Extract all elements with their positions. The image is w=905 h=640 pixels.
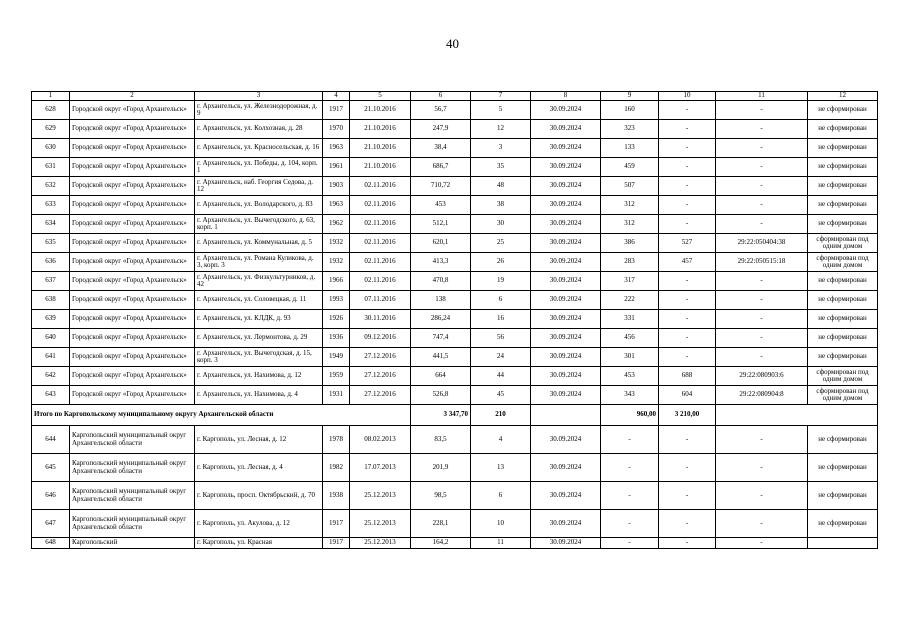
value-10-cell: 527 xyxy=(659,234,716,253)
area-cell: 686,7 xyxy=(411,158,471,177)
column-number-4: 4 xyxy=(323,92,350,101)
cadastral-number-cell: - xyxy=(716,120,808,139)
year-built-cell: 1917 xyxy=(323,538,350,549)
residents-cell: 45 xyxy=(471,386,531,405)
land-status-cell: не сформирован xyxy=(808,348,878,367)
column-number-1: 1 xyxy=(32,92,70,101)
column-number-11: 11 xyxy=(716,92,808,101)
row-number-cell: 631 xyxy=(32,158,70,177)
column-number-2: 2 xyxy=(70,92,195,101)
land-status-cell: сформирован под одним домом xyxy=(808,367,878,386)
cadastral-number-cell: - xyxy=(716,538,808,549)
cadastral-number-cell: - xyxy=(716,329,808,348)
value-10-cell: 457 xyxy=(659,253,716,272)
resettlement-deadline-cell: 30.09.2024 xyxy=(531,538,601,549)
cadastral-number-cell: 29:22:080903:6 xyxy=(716,367,808,386)
land-status-cell: не сформирован xyxy=(808,426,878,454)
emergency-date-cell: 02.11.2016 xyxy=(350,234,411,253)
table-row xyxy=(32,158,878,177)
residents-cell: 44 xyxy=(471,367,531,386)
table-row xyxy=(32,510,878,538)
residents-cell: 30 xyxy=(471,215,531,234)
resettlement-deadline-cell: 30.09.2024 xyxy=(531,253,601,272)
municipality-cell: Городской округ «Город Архангельск» xyxy=(70,215,195,234)
land-status-cell: не сформирован xyxy=(808,120,878,139)
table-row xyxy=(32,253,878,272)
value-9-cell: 453 xyxy=(601,367,659,386)
value-10-cell: - xyxy=(659,177,716,196)
municipality-cell: Городской округ «Город Архангельск» xyxy=(70,234,195,253)
cadastral-number-cell: - xyxy=(716,215,808,234)
municipality-cell: Городской округ «Город Архангельск» xyxy=(70,329,195,348)
year-built-cell: 1917 xyxy=(323,101,350,120)
year-built-cell: 1936 xyxy=(323,329,350,348)
value-10-cell: - xyxy=(659,120,716,139)
municipality-cell: Каргопольский муниципальный округ Архангельской области xyxy=(70,510,195,538)
value-9-cell: 222 xyxy=(601,291,659,310)
column-number-row xyxy=(32,92,878,101)
value-9-cell: 317 xyxy=(601,272,659,291)
table-row xyxy=(32,101,878,120)
address-cell: г. Каргополь, ул. Лесная, д. 12 xyxy=(195,426,323,454)
resettlement-deadline-cell: 30.09.2024 xyxy=(531,329,601,348)
emergency-date-cell: 07.11.2016 xyxy=(350,291,411,310)
address-cell: г. Каргополь, ул. Лесная, д. 4 xyxy=(195,454,323,482)
area-cell: 747,4 xyxy=(411,329,471,348)
resettlement-deadline-cell: 30.09.2024 xyxy=(531,101,601,120)
table-row xyxy=(32,272,878,291)
cadastral-number-cell: 29:22:050515:18 xyxy=(716,253,808,272)
land-status-cell: не сформирован xyxy=(808,196,878,215)
municipality-cell: Каргопольский xyxy=(70,538,195,549)
cadastral-number-cell: - xyxy=(716,348,808,367)
residents-cell: 25 xyxy=(471,234,531,253)
year-built-cell: 1931 xyxy=(323,386,350,405)
emergency-date-cell: 02.11.2016 xyxy=(350,253,411,272)
table-row xyxy=(32,454,878,482)
value-10-cell: - xyxy=(659,101,716,120)
row-number-cell: 636 xyxy=(32,253,70,272)
address-cell: г. Каргополь, ул. Красная xyxy=(195,538,323,549)
table-row xyxy=(32,177,878,196)
emergency-date-cell: 02.11.2016 xyxy=(350,177,411,196)
emergency-date-cell: 27.12.2016 xyxy=(350,386,411,405)
table-row xyxy=(32,291,878,310)
cadastral-number-cell: - xyxy=(716,454,808,482)
total-value-10-cell: 3 210,00 xyxy=(659,405,716,426)
total-value-9-cell: 960,00 xyxy=(601,405,659,426)
residents-cell: 48 xyxy=(471,177,531,196)
column-number-12: 12 xyxy=(808,92,878,101)
table-row xyxy=(32,139,878,158)
table-row xyxy=(32,329,878,348)
value-10-cell: - xyxy=(659,348,716,367)
land-status-cell: не сформирован xyxy=(808,291,878,310)
value-9-cell: 507 xyxy=(601,177,659,196)
year-built-cell: 1978 xyxy=(323,426,350,454)
total-empty-cell xyxy=(531,405,601,426)
address-cell: г. Архангельск, ул. Лермонтова, д. 29 xyxy=(195,329,323,348)
residents-cell: 38 xyxy=(471,196,531,215)
value-9-cell: 456 xyxy=(601,329,659,348)
emergency-date-cell: 27.12.2016 xyxy=(350,348,411,367)
value-10-cell: - xyxy=(659,215,716,234)
municipality-cell: Городской округ «Город Архангельск» xyxy=(70,367,195,386)
value-10-cell: - xyxy=(659,196,716,215)
land-status-cell xyxy=(808,538,878,549)
residents-cell: 11 xyxy=(471,538,531,549)
total-row xyxy=(32,405,878,426)
value-10-cell: - xyxy=(659,426,716,454)
value-9-cell: 386 xyxy=(601,234,659,253)
total-area-cell: 3 347,70 xyxy=(411,405,471,426)
row-number-cell: 630 xyxy=(32,139,70,158)
row-number-cell: 648 xyxy=(32,538,70,549)
year-built-cell: 1926 xyxy=(323,310,350,329)
row-number-cell: 638 xyxy=(32,291,70,310)
municipality-cell: Городской округ «Город Архангельск» xyxy=(70,291,195,310)
year-built-cell: 1966 xyxy=(323,272,350,291)
value-10-cell: - xyxy=(659,538,716,549)
residents-cell: 24 xyxy=(471,348,531,367)
area-cell: 228,1 xyxy=(411,510,471,538)
land-status-cell: не сформирован xyxy=(808,158,878,177)
value-9-cell: 301 xyxy=(601,348,659,367)
row-number-cell: 633 xyxy=(32,196,70,215)
value-9-cell: - xyxy=(601,454,659,482)
residents-cell: 12 xyxy=(471,120,531,139)
resettlement-deadline-cell: 30.09.2024 xyxy=(531,196,601,215)
resettlement-deadline-cell: 30.09.2024 xyxy=(531,348,601,367)
year-built-cell: 1961 xyxy=(323,158,350,177)
municipality-cell: Городской округ «Город Архангельск» xyxy=(70,253,195,272)
area-cell: 512,1 xyxy=(411,215,471,234)
table-row xyxy=(32,348,878,367)
row-number-cell: 647 xyxy=(32,510,70,538)
residents-cell: 13 xyxy=(471,454,531,482)
area-cell: 201,9 xyxy=(411,454,471,482)
table-row xyxy=(32,234,878,253)
year-built-cell: 1903 xyxy=(323,177,350,196)
land-status-cell: сформирован под одним домом xyxy=(808,386,878,405)
row-number-cell: 629 xyxy=(32,120,70,139)
total-residents-cell: 210 xyxy=(471,405,531,426)
row-number-cell: 634 xyxy=(32,215,70,234)
residents-cell: 6 xyxy=(471,482,531,510)
column-number-10: 10 xyxy=(659,92,716,101)
row-number-cell: 646 xyxy=(32,482,70,510)
municipality-cell: Городской округ «Город Архангельск» xyxy=(70,158,195,177)
value-9-cell: 459 xyxy=(601,158,659,177)
value-9-cell: 283 xyxy=(601,253,659,272)
cadastral-number-cell: - xyxy=(716,177,808,196)
address-cell: г. Архангельск, ул. Вычегодского, д. 63, корп. 1 xyxy=(195,215,323,234)
table-row xyxy=(32,367,878,386)
cadastral-number-cell: - xyxy=(716,196,808,215)
emergency-date-cell: 21.10.2016 xyxy=(350,120,411,139)
value-10-cell: - xyxy=(659,482,716,510)
residents-cell: 6 xyxy=(471,291,531,310)
value-10-cell: - xyxy=(659,272,716,291)
land-status-cell: не сформирован xyxy=(808,329,878,348)
year-built-cell: 1949 xyxy=(323,348,350,367)
area-cell: 710,72 xyxy=(411,177,471,196)
resettlement-deadline-cell: 30.09.2024 xyxy=(531,482,601,510)
cadastral-number-cell: - xyxy=(716,426,808,454)
table-row xyxy=(32,196,878,215)
resettlement-deadline-cell: 30.09.2024 xyxy=(531,177,601,196)
emergency-date-cell: 02.11.2016 xyxy=(350,196,411,215)
resettlement-deadline-cell: 30.09.2024 xyxy=(531,272,601,291)
area-cell: 56,7 xyxy=(411,101,471,120)
year-built-cell: 1932 xyxy=(323,234,350,253)
value-9-cell: - xyxy=(601,482,659,510)
resettlement-deadline-cell: 30.09.2024 xyxy=(531,310,601,329)
area-cell: 453 xyxy=(411,196,471,215)
municipality-cell: Каргопольский муниципальный округ Архангельской области xyxy=(70,426,195,454)
area-cell: 98,5 xyxy=(411,482,471,510)
emergency-date-cell: 17.07.2013 xyxy=(350,454,411,482)
year-built-cell: 1932 xyxy=(323,253,350,272)
land-status-cell: не сформирован xyxy=(808,139,878,158)
resettlement-deadline-cell: 30.09.2024 xyxy=(531,291,601,310)
address-cell: г. Архангельск, ул. Соловецкая, д. 11 xyxy=(195,291,323,310)
area-cell: 83,5 xyxy=(411,426,471,454)
area-cell: 413,3 xyxy=(411,253,471,272)
value-9-cell: 323 xyxy=(601,120,659,139)
residents-cell: 19 xyxy=(471,272,531,291)
value-10-cell: - xyxy=(659,139,716,158)
area-cell: 138 xyxy=(411,291,471,310)
row-number-cell: 639 xyxy=(32,310,70,329)
row-number-cell: 632 xyxy=(32,177,70,196)
emergency-date-cell: 25.12.2013 xyxy=(350,510,411,538)
residents-cell: 4 xyxy=(471,426,531,454)
resettlement-deadline-cell: 30.09.2024 xyxy=(531,139,601,158)
table-row xyxy=(32,310,878,329)
area-cell: 286,24 xyxy=(411,310,471,329)
address-cell: г. Архангельск, ул. Железнодорожная, д. 9 xyxy=(195,101,323,120)
address-cell: г. Архангельск, ул. Володарского, д. 83 xyxy=(195,196,323,215)
emergency-date-cell: 21.10.2016 xyxy=(350,158,411,177)
year-built-cell: 1938 xyxy=(323,482,350,510)
address-cell: г. Архангельск, ул. Физкультурников, д. 42 xyxy=(195,272,323,291)
resettlement-deadline-cell: 30.09.2024 xyxy=(531,215,601,234)
emergency-date-cell: 08.02.2013 xyxy=(350,426,411,454)
emergency-date-cell: 30.11.2016 xyxy=(350,310,411,329)
residents-cell: 56 xyxy=(471,329,531,348)
column-number-9: 9 xyxy=(601,92,659,101)
municipality-cell: Каргопольский муниципальный округ Архангельской области xyxy=(70,482,195,510)
cadastral-number-cell: - xyxy=(716,310,808,329)
resettlement-deadline-cell: 30.09.2024 xyxy=(531,120,601,139)
year-built-cell: 1959 xyxy=(323,367,350,386)
value-10-cell: - xyxy=(659,310,716,329)
address-cell: г. Архангельск, ул. КЛДК, д. 93 xyxy=(195,310,323,329)
column-number-5: 5 xyxy=(350,92,411,101)
municipality-cell: Городской округ «Город Архангельск» xyxy=(70,272,195,291)
emergency-date-cell: 27.12.2016 xyxy=(350,367,411,386)
cadastral-number-cell: - xyxy=(716,510,808,538)
municipality-cell: Городской округ «Город Архангельск» xyxy=(70,196,195,215)
resettlement-deadline-cell: 30.09.2024 xyxy=(531,426,601,454)
row-number-cell: 628 xyxy=(32,101,70,120)
value-10-cell: - xyxy=(659,454,716,482)
address-cell: г. Архангельск, ул. Нахимова, д. 4 xyxy=(195,386,323,405)
municipality-cell: Городской округ «Город Архангельск» xyxy=(70,120,195,139)
table-row xyxy=(32,386,878,405)
emergency-date-cell: 25.12.2013 xyxy=(350,538,411,549)
address-cell: г. Архангельск, ул. Коммунальная, д. 5 xyxy=(195,234,323,253)
resettlement-deadline-cell: 30.09.2024 xyxy=(531,234,601,253)
year-built-cell: 1993 xyxy=(323,291,350,310)
area-cell: 441,5 xyxy=(411,348,471,367)
area-cell: 38,4 xyxy=(411,139,471,158)
year-built-cell: 1917 xyxy=(323,510,350,538)
land-status-cell: не сформирован xyxy=(808,272,878,291)
year-built-cell: 1963 xyxy=(323,139,350,158)
land-status-cell: не сформирован xyxy=(808,177,878,196)
area-cell: 164,2 xyxy=(411,538,471,549)
value-9-cell: - xyxy=(601,426,659,454)
year-built-cell: 1963 xyxy=(323,196,350,215)
municipality-cell: Городской округ «Город Архангельск» xyxy=(70,101,195,120)
residents-cell: 35 xyxy=(471,158,531,177)
emergency-date-cell: 21.10.2016 xyxy=(350,101,411,120)
column-number-3: 3 xyxy=(195,92,323,101)
housing-table xyxy=(31,91,878,549)
cadastral-number-cell: 29:22:080904:8 xyxy=(716,386,808,405)
land-status-cell: не сформирован xyxy=(808,101,878,120)
cadastral-number-cell: - xyxy=(716,139,808,158)
area-cell: 470,8 xyxy=(411,272,471,291)
value-9-cell: 312 xyxy=(601,215,659,234)
value-10-cell: - xyxy=(659,510,716,538)
column-number-8: 8 xyxy=(531,92,601,101)
municipality-cell: Городской округ «Город Архангельск» xyxy=(70,348,195,367)
residents-cell: 26 xyxy=(471,253,531,272)
residents-cell: 3 xyxy=(471,139,531,158)
cadastral-number-cell: - xyxy=(716,291,808,310)
resettlement-deadline-cell: 30.09.2024 xyxy=(531,158,601,177)
cadastral-number-cell: - xyxy=(716,272,808,291)
table-row xyxy=(32,120,878,139)
value-10-cell: - xyxy=(659,158,716,177)
resettlement-deadline-cell: 30.09.2024 xyxy=(531,386,601,405)
value-10-cell: - xyxy=(659,291,716,310)
address-cell: г. Архангельск, ул. Вычегодская, д. 15, корп. 3 xyxy=(195,348,323,367)
value-9-cell: 343 xyxy=(601,386,659,405)
table-row xyxy=(32,426,878,454)
land-status-cell: не сформирован xyxy=(808,510,878,538)
emergency-date-cell: 02.11.2016 xyxy=(350,272,411,291)
table-row xyxy=(32,538,878,549)
value-9-cell: 331 xyxy=(601,310,659,329)
value-10-cell: 688 xyxy=(659,367,716,386)
cadastral-number-cell: - xyxy=(716,101,808,120)
area-cell: 620,1 xyxy=(411,234,471,253)
total-label-cell: Итого по Каргопольскому муниципальному округу Архангельской области xyxy=(32,405,411,426)
value-9-cell: - xyxy=(601,538,659,549)
table-row xyxy=(32,215,878,234)
land-status-cell: не сформирован xyxy=(808,482,878,510)
row-number-cell: 645 xyxy=(32,454,70,482)
land-status-cell: не сформирован xyxy=(808,454,878,482)
land-status-cell: сформирован под одним домом xyxy=(808,234,878,253)
municipality-cell: Городской округ «Город Архангельск» xyxy=(70,139,195,158)
cadastral-number-cell: 29:22:050404:38 xyxy=(716,234,808,253)
row-number-cell: 640 xyxy=(32,329,70,348)
value-9-cell: 160 xyxy=(601,101,659,120)
address-cell: г. Архангельск, ул. Романа Куликова, д. 3, корп. 3 xyxy=(195,253,323,272)
land-status-cell: не сформирован xyxy=(808,310,878,329)
emergency-date-cell: 09.12.2016 xyxy=(350,329,411,348)
address-cell: г. Каргополь, просп. Октябрьский, д. 70 xyxy=(195,482,323,510)
row-number-cell: 635 xyxy=(32,234,70,253)
municipality-cell: Городской округ «Город Архангельск» xyxy=(70,310,195,329)
area-cell: 664 xyxy=(411,367,471,386)
row-number-cell: 641 xyxy=(32,348,70,367)
value-9-cell: - xyxy=(601,510,659,538)
resettlement-deadline-cell: 30.09.2024 xyxy=(531,454,601,482)
emergency-date-cell: 02.11.2016 xyxy=(350,215,411,234)
value-10-cell: 604 xyxy=(659,386,716,405)
address-cell: г. Архангельск, наб. Георгия Седова, д. 12 xyxy=(195,177,323,196)
land-status-cell: сформирован под одним домом xyxy=(808,253,878,272)
residents-cell: 16 xyxy=(471,310,531,329)
year-built-cell: 1970 xyxy=(323,120,350,139)
year-built-cell: 1962 xyxy=(323,215,350,234)
table-row xyxy=(32,482,878,510)
row-number-cell: 637 xyxy=(32,272,70,291)
cadastral-number-cell: - xyxy=(716,482,808,510)
residents-cell: 5 xyxy=(471,101,531,120)
value-9-cell: 312 xyxy=(601,196,659,215)
municipality-cell: Каргопольский муниципальный округ Архангельской области xyxy=(70,454,195,482)
emergency-date-cell: 25.12.2013 xyxy=(350,482,411,510)
address-cell: г. Архангельск, ул. Нахимова, д. 12 xyxy=(195,367,323,386)
column-number-7: 7 xyxy=(471,92,531,101)
municipality-cell: Городской округ «Город Архангельск» xyxy=(70,386,195,405)
address-cell: г. Архангельск, ул. Победы, д. 104, корп. 1 xyxy=(195,158,323,177)
residents-cell: 10 xyxy=(471,510,531,538)
row-number-cell: 644 xyxy=(32,426,70,454)
address-cell: г. Архангельск, ул. Колхозная, д. 28 xyxy=(195,120,323,139)
municipality-cell: Городской округ «Город Архангельск» xyxy=(70,177,195,196)
address-cell: г. Каргополь, ул. Акулова, д. 12 xyxy=(195,510,323,538)
value-10-cell: - xyxy=(659,329,716,348)
page-number: 40 xyxy=(446,36,459,51)
emergency-date-cell: 21.10.2016 xyxy=(350,139,411,158)
row-number-cell: 643 xyxy=(32,386,70,405)
area-cell: 247,9 xyxy=(411,120,471,139)
address-cell: г. Архангельск, ул. Красносельская, д. 16 xyxy=(195,139,323,158)
resettlement-deadline-cell: 30.09.2024 xyxy=(531,367,601,386)
land-status-cell: не сформирован xyxy=(808,215,878,234)
cadastral-number-cell: - xyxy=(716,158,808,177)
row-number-cell: 642 xyxy=(32,367,70,386)
year-built-cell: 1982 xyxy=(323,454,350,482)
total-empty-cell xyxy=(716,405,878,426)
area-cell: 526,8 xyxy=(411,386,471,405)
resettlement-deadline-cell: 30.09.2024 xyxy=(531,510,601,538)
value-9-cell: 133 xyxy=(601,139,659,158)
column-number-6: 6 xyxy=(411,92,471,101)
